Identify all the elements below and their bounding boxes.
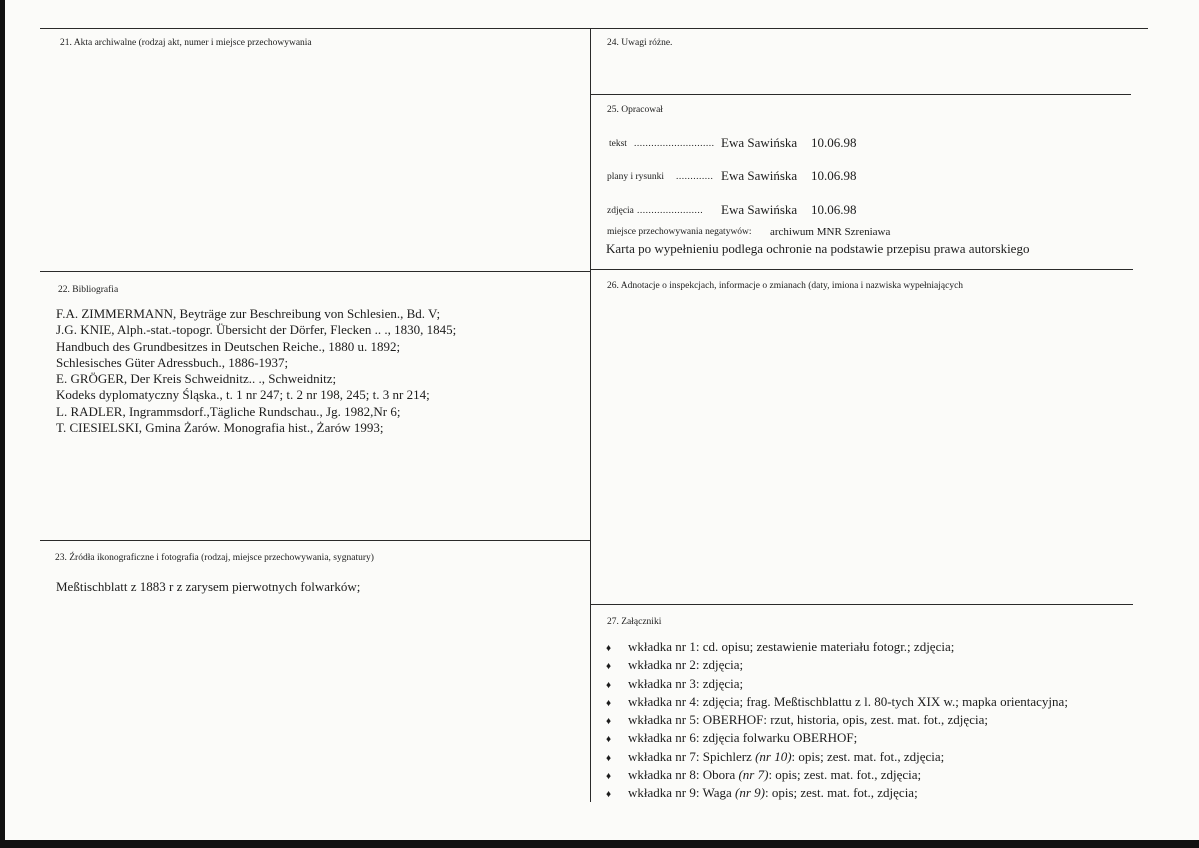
iconography-entry: Meßtischblatt z 1883 r z zarysem pierwotnych folwarków;	[56, 579, 361, 594]
diamond-bullet-icon: ♦	[606, 734, 612, 746]
author-date: 10.06.98	[811, 168, 857, 183]
bibliography-entry: E. GRÖGER, Der Kreis Schweidnitz.. ., Schweidnitz;	[56, 371, 337, 387]
negative-storage-label: miejsce przechowywania negatywów:	[607, 227, 752, 237]
bibliography-list	[56, 306, 456, 436]
rule-24-25	[591, 94, 1131, 95]
bibliography-entry: L. RADLER, Ingrammsdorf.,Tägliche Rundschau., Jg. 1982,Nr 6;	[56, 403, 401, 419]
top-rule	[40, 28, 1148, 29]
section-25-label: 25. Opracował	[607, 105, 663, 115]
bibliography-entry: J.G. KNIE, Alph.-stat.-topogr. Übersicht der Dörfer, Flecken .. ., 1830, 1845;	[56, 322, 457, 338]
dot-leader: .......................	[637, 206, 704, 216]
attachment-item	[606, 712, 1068, 730]
attachment-text: wkładka nr 2: zdjęcia;	[628, 657, 744, 673]
attachment-item	[606, 730, 1068, 748]
attachment-item	[606, 639, 1068, 657]
rule-22-23	[40, 540, 591, 541]
diamond-bullet-icon: ♦	[606, 789, 612, 801]
section-26-label: 26. Adnotacje o inspekcjach, informacje o zmianach (daty, imiona i nazwiska wypełniających	[607, 281, 964, 291]
diamond-bullet-icon: ♦	[606, 716, 612, 728]
section-21-label: 21. Akta archiwalne (rodzaj akt, numer i miejsce przechowywania	[60, 38, 312, 48]
attachment-text: wkładka nr 9: Waga	[628, 785, 736, 801]
attachment-text: wkładka nr 3: zdjęcia;	[628, 675, 744, 691]
section-22-label: 22. Bibliografia	[58, 285, 119, 295]
attachments-list	[606, 639, 1068, 804]
attachment-item	[606, 657, 1068, 675]
diamond-bullet-icon: ♦	[606, 661, 612, 673]
attachment-ref: (nr 7)	[738, 767, 769, 783]
attachment-text: wkładka nr 7: Spichlerz	[628, 748, 756, 764]
attachment-item	[606, 767, 1068, 785]
scan-edge-bottom	[0, 840, 1199, 848]
dot-leader: .............	[676, 172, 714, 182]
bibliography-entry: Kodeks dyplomatyczny Śląska., t. 1 nr 247; t. 2 nr 198, 245; t. 3 nr 214;	[56, 387, 430, 403]
bibliography-entry: T. CIESIELSKI, Gmina Żarów. Monografia hist., Żarów 1993;	[56, 420, 384, 436]
attachment-item	[606, 676, 1068, 694]
dot-leader: ............................	[634, 139, 715, 149]
negative-storage-value: archiwum MNR Szreniawa	[770, 226, 891, 238]
rule-right-mid	[591, 269, 1133, 270]
author-name: Ewa Sawińska	[721, 202, 798, 217]
attachment-item	[606, 785, 1068, 803]
rule-left-mid	[40, 271, 591, 272]
attachment-ref: (nr 9)	[735, 785, 765, 801]
diamond-bullet-icon: ♦	[606, 771, 612, 783]
author-row-label: plany i rysunki	[607, 172, 664, 182]
attachment-text: wkładka nr 5: OBERHOF: rzut, historia, opis, zest. mat. fot., zdjęcia;	[628, 712, 988, 728]
attachment-item	[606, 694, 1068, 712]
diamond-bullet-icon: ♦	[606, 643, 612, 654]
attachment-text-rest: : opis; zest. mat. fot., zdjęcia;	[764, 785, 918, 801]
author-row-label: tekst	[609, 139, 627, 149]
bibliography-entry: Handbuch des Grundbesitzes in Deutschen Reiche., 1880 u. 1892;	[56, 338, 401, 354]
attachment-ref: (nr 10)	[755, 748, 792, 764]
section-23-label: 23. Źródła ikonograficzne i fotografia (rodzaj, miejsce przechowywania, sygnatury)	[55, 553, 374, 563]
attachment-text: wkładka nr 8: Obora	[628, 767, 739, 783]
section-27-label: 27. Załączniki	[607, 617, 662, 627]
author-name: Ewa Sawińska	[721, 135, 798, 150]
attachment-text: wkładka nr 4: zdjęcia; frag. Meßtischblattu z l. 80-tych XIX w.; mapka orientacyjna;	[628, 693, 1068, 709]
author-date: 10.06.98	[811, 202, 857, 217]
rule-26-27	[591, 604, 1133, 605]
attachment-item	[606, 749, 1068, 767]
author-row-label: zdjęcia	[607, 206, 634, 216]
section-24-label: 24. Uwagi różne.	[607, 38, 673, 48]
author-name: Ewa Sawińska	[721, 168, 798, 183]
attachment-text: wkładka nr 6: zdjęcia folwarku OBERHOF;	[628, 730, 858, 746]
attachment-text-rest: : opis; zest. mat. fot., zdjęcia;	[768, 767, 922, 783]
diamond-bullet-icon: ♦	[606, 679, 612, 691]
bibliography-entry: Schlesisches Güter Adressbuch., 1886-1937;	[56, 354, 289, 370]
bibliography-entry: F.A. ZIMMERMANN, Beyträge zur Beschreibung von Schlesien., Bd. V;	[56, 306, 441, 321]
copyright-notice: Karta po wypełnieniu podlega ochronie na podstawie przepisu prawa autorskiego	[606, 241, 1030, 256]
diamond-bullet-icon: ♦	[606, 697, 612, 709]
author-date: 10.06.98	[811, 135, 857, 150]
diamond-bullet-icon: ♦	[606, 752, 612, 764]
attachment-text-rest: : opis; zest. mat. fot., zdjęcia;	[791, 748, 945, 764]
column-divider	[590, 28, 591, 802]
attachment-text: wkładka nr 1: cd. opisu; zestawienie materiału fotogr.; zdjęcia;	[628, 639, 955, 654]
scan-edge-left	[0, 0, 5, 848]
